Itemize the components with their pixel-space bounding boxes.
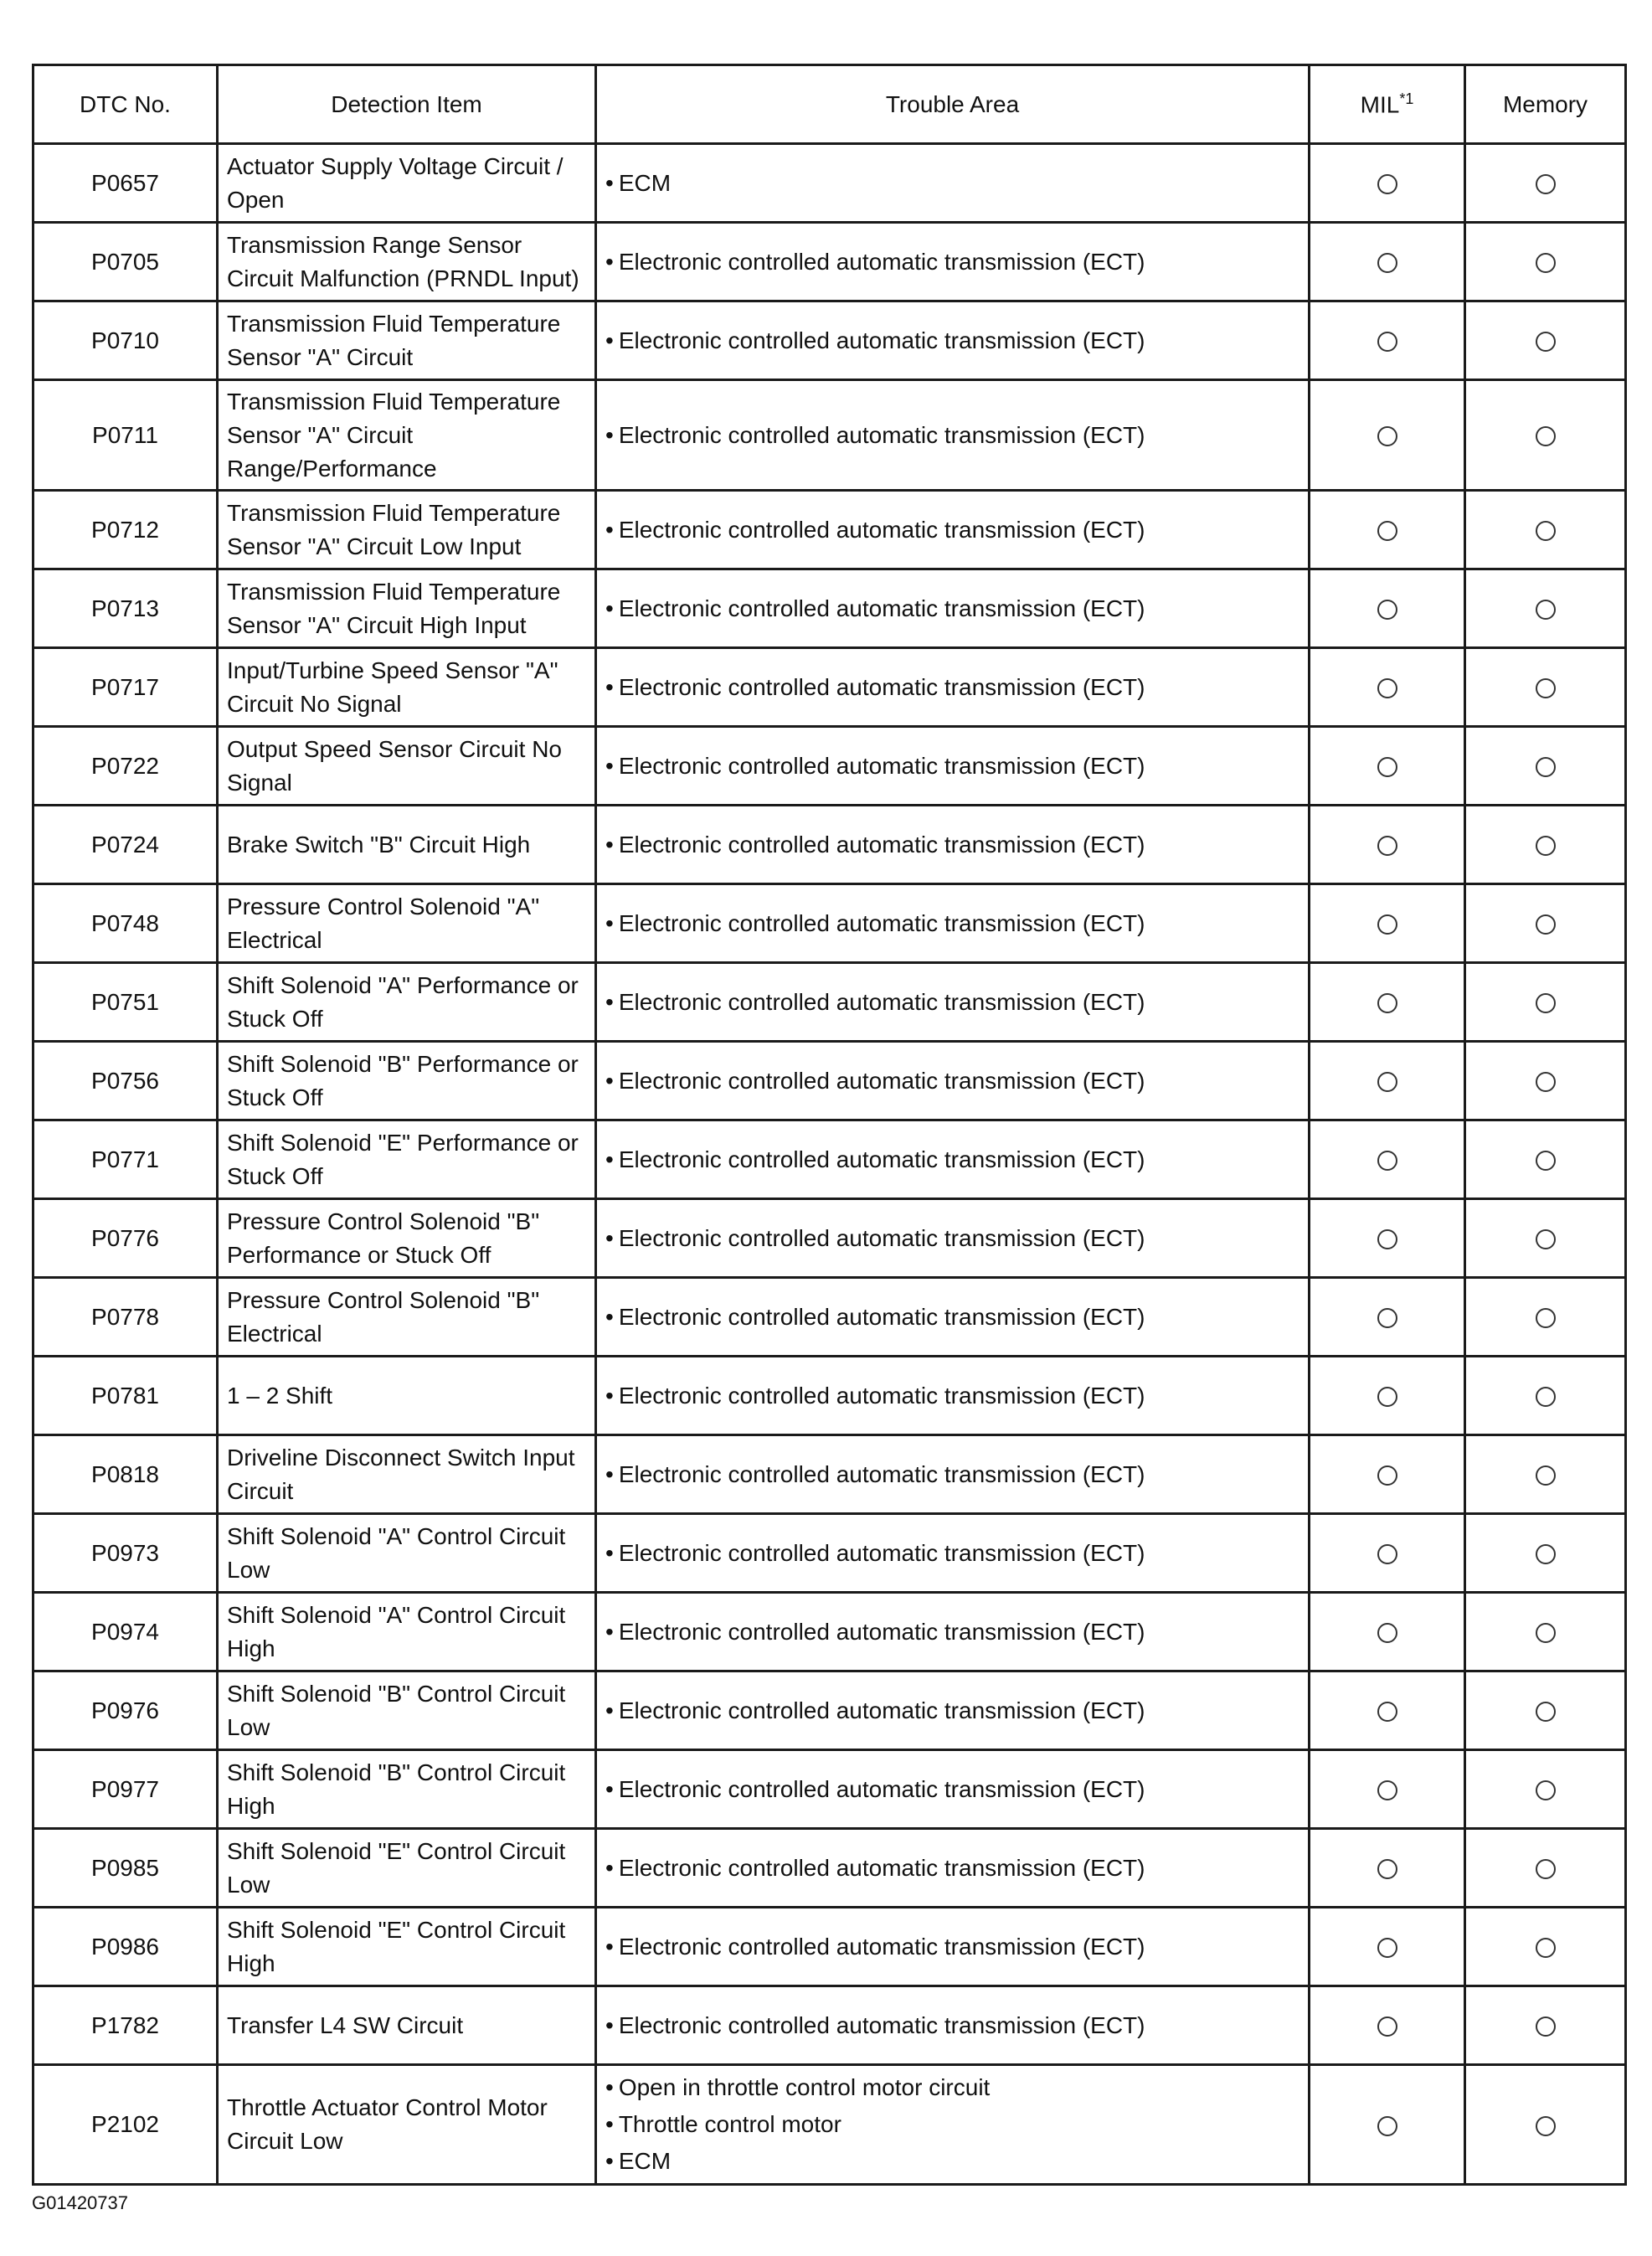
- bullet-icon: •: [605, 1854, 614, 1881]
- dtc-code: P0711: [33, 380, 218, 491]
- circle-icon: [1377, 836, 1397, 856]
- memory-cell: [1465, 569, 1626, 648]
- trouble-area-line: [605, 669, 1299, 706]
- detection-item: Brake Switch "B" Circuit High: [218, 806, 596, 884]
- trouble-area: [596, 569, 1310, 648]
- detection-item: Input/Turbine Speed Sensor "A" Circuit No Signal: [218, 648, 596, 727]
- trouble-area-text: Electronic controlled automatic transmission (ECT): [618, 421, 1145, 448]
- circle-icon: [1536, 1387, 1556, 1407]
- bullet-icon: •: [605, 1618, 614, 1645]
- circle-icon: [1536, 836, 1556, 856]
- circle-icon: [1377, 1859, 1397, 1879]
- mil-cell: [1310, 1042, 1465, 1120]
- dtc-table: [32, 64, 1627, 2186]
- circle-icon: [1536, 1544, 1556, 1564]
- trouble-area: [596, 884, 1310, 963]
- mil-cell: [1310, 1908, 1465, 1986]
- dtc-code: P0977: [33, 1750, 218, 1829]
- trouble-area-text: Electronic controlled automatic transmission (ECT): [618, 1146, 1145, 1172]
- circle-icon: [1536, 757, 1556, 777]
- circle-icon: [1536, 600, 1556, 620]
- memory-cell: [1465, 1593, 1626, 1671]
- circle-icon: [1377, 174, 1397, 194]
- detection-item: Actuator Supply Voltage Circuit / Open: [218, 144, 596, 223]
- circle-icon: [1536, 174, 1556, 194]
- trouble-area: [596, 1042, 1310, 1120]
- circle-icon: [1536, 1072, 1556, 1092]
- circle-icon: [1377, 1702, 1397, 1722]
- memory-cell: [1465, 963, 1626, 1042]
- trouble-area-line: [605, 417, 1299, 454]
- circle-icon: [1536, 993, 1556, 1013]
- trouble-area-line: [605, 512, 1299, 549]
- trouble-area-line: [605, 2106, 1299, 2143]
- circle-icon: [1536, 678, 1556, 698]
- memory-cell: [1465, 491, 1626, 569]
- mil-cell: [1310, 963, 1465, 1042]
- mil-cell: [1310, 806, 1465, 884]
- trouble-area-line: [605, 2007, 1299, 2044]
- mil-cell: [1310, 1829, 1465, 1908]
- mil-cell: [1310, 223, 1465, 301]
- table-row: [33, 648, 1626, 727]
- dtc-code: P0818: [33, 1435, 218, 1514]
- bullet-icon: •: [605, 595, 614, 621]
- trouble-area-text: Electronic controlled automatic transmission (ECT): [618, 1539, 1145, 1566]
- mil-cell: [1310, 1120, 1465, 1199]
- mil-cell: [1310, 569, 1465, 648]
- trouble-area: [596, 1986, 1310, 2065]
- bullet-icon: •: [605, 673, 614, 700]
- detection-item: Shift Solenoid "E" Control Circuit Low: [218, 1829, 596, 1908]
- trouble-area-line: [605, 1929, 1299, 1965]
- detection-item: Transmission Fluid Temperature Sensor "A" Circuit: [218, 301, 596, 380]
- mil-cell: [1310, 1750, 1465, 1829]
- trouble-area: [596, 1199, 1310, 1278]
- circle-icon: [1377, 678, 1397, 698]
- trouble-area-line: [605, 1456, 1299, 1493]
- circle-icon: [1536, 1938, 1556, 1958]
- trouble-area-text: Electronic controlled automatic transmission (ECT): [618, 2011, 1145, 2038]
- circle-icon: [1536, 1229, 1556, 1249]
- bullet-icon: •: [605, 1303, 614, 1330]
- trouble-area-text: Open in throttle control motor circuit: [618, 2074, 991, 2100]
- trouble-area-text: Electronic controlled automatic transmission (ECT): [618, 516, 1145, 543]
- dtc-code: P0986: [33, 1908, 218, 1986]
- trouble-area-text: Electronic controlled automatic transmission (ECT): [618, 1382, 1145, 1409]
- detection-item: Shift Solenoid "A" Performance or Stuck Off: [218, 963, 596, 1042]
- trouble-area-text: Electronic controlled automatic transmission (ECT): [618, 1460, 1145, 1487]
- circle-icon: [1377, 600, 1397, 620]
- trouble-area: [596, 1908, 1310, 1986]
- trouble-area: [596, 491, 1310, 569]
- table-row: [33, 1514, 1626, 1593]
- memory-cell: [1465, 1750, 1626, 1829]
- trouble-area-text: ECM: [618, 2148, 672, 2174]
- trouble-area-line: [605, 590, 1299, 627]
- trouble-area-line: [605, 165, 1299, 202]
- trouble-area-line: [605, 1141, 1299, 1178]
- memory-cell: [1465, 1671, 1626, 1750]
- dtc-code: P0751: [33, 963, 218, 1042]
- circle-icon: [1377, 253, 1397, 273]
- memory-cell: [1465, 1514, 1626, 1593]
- memory-cell: [1465, 1199, 1626, 1278]
- dtc-code: P2102: [33, 2065, 218, 2185]
- circle-icon: [1536, 1623, 1556, 1643]
- circle-icon: [1536, 521, 1556, 541]
- trouble-area-line: [605, 1692, 1299, 1729]
- dtc-code: P0748: [33, 884, 218, 963]
- detection-item: Shift Solenoid "B" Control Circuit High: [218, 1750, 596, 1829]
- trouble-area-line: [605, 984, 1299, 1021]
- mil-cell: [1310, 1357, 1465, 1435]
- bullet-icon: •: [605, 2074, 614, 2100]
- detection-item: Pressure Control Solenoid "A" Electrical: [218, 884, 596, 963]
- memory-cell: [1465, 2065, 1626, 2185]
- circle-icon: [1377, 1780, 1397, 1800]
- memory-cell: [1465, 144, 1626, 223]
- circle-icon: [1536, 332, 1556, 352]
- bullet-icon: •: [605, 327, 614, 353]
- trouble-area: [596, 1278, 1310, 1357]
- detection-item: Pressure Control Solenoid "B" Performance or Stuck Off: [218, 1199, 596, 1278]
- header-dtc-no: DTC No.: [33, 65, 218, 144]
- dtc-code: P1782: [33, 1986, 218, 2065]
- bullet-icon: •: [605, 909, 614, 936]
- dtc-code: P0712: [33, 491, 218, 569]
- circle-icon: [1536, 1780, 1556, 1800]
- mil-cell: [1310, 648, 1465, 727]
- memory-cell: [1465, 1435, 1626, 1514]
- trouble-area-line: [605, 1378, 1299, 1414]
- dtc-code: P0771: [33, 1120, 218, 1199]
- table-row: [33, 884, 1626, 963]
- trouble-area-line: [605, 1850, 1299, 1887]
- detection-item: Shift Solenoid "A" Control Circuit High: [218, 1593, 596, 1671]
- circle-icon: [1377, 1072, 1397, 1092]
- mil-cell: [1310, 1199, 1465, 1278]
- memory-cell: [1465, 1357, 1626, 1435]
- trouble-area-text: Electronic controlled automatic transmission (ECT): [618, 1697, 1145, 1723]
- mil-cell: [1310, 2065, 1465, 2185]
- trouble-area-text: ECM: [618, 169, 672, 196]
- trouble-area-line: [605, 2069, 1299, 2106]
- memory-cell: [1465, 1120, 1626, 1199]
- memory-cell: [1465, 1278, 1626, 1357]
- bullet-icon: •: [605, 1224, 614, 1251]
- mil-cell: [1310, 727, 1465, 806]
- detection-item: Transmission Fluid Temperature Sensor "A" Circuit Range/Performance: [218, 380, 596, 491]
- mil-cell: [1310, 301, 1465, 380]
- table-row: [33, 2065, 1626, 2185]
- dtc-code: P0713: [33, 569, 218, 648]
- trouble-area: [596, 1514, 1310, 1593]
- trouble-area: [596, 301, 1310, 380]
- table-row: [33, 1986, 1626, 2065]
- circle-icon: [1377, 1938, 1397, 1958]
- detection-item: Transmission Fluid Temperature Sensor "A" Circuit High Input: [218, 569, 596, 648]
- circle-icon: [1377, 1151, 1397, 1171]
- trouble-area: [596, 223, 1310, 301]
- circle-icon: [1377, 993, 1397, 1013]
- trouble-area: [596, 648, 1310, 727]
- header-trouble-area: Trouble Area: [596, 65, 1310, 144]
- trouble-area-text: Electronic controlled automatic transmission (ECT): [618, 248, 1145, 275]
- trouble-area-text: Electronic controlled automatic transmission (ECT): [618, 1618, 1145, 1645]
- table-row: [33, 1671, 1626, 1750]
- header-mil-footnote-mark: *1: [1399, 90, 1414, 107]
- bullet-icon: •: [605, 1460, 614, 1487]
- dtc-code: P0724: [33, 806, 218, 884]
- trouble-area: [596, 806, 1310, 884]
- bullet-icon: •: [605, 1933, 614, 1960]
- table-row: [33, 963, 1626, 1042]
- table-row: [33, 1829, 1626, 1908]
- table-row: [33, 301, 1626, 380]
- detection-item: Shift Solenoid "B" Performance or Stuck Off: [218, 1042, 596, 1120]
- table-body: [33, 144, 1626, 2185]
- circle-icon: [1536, 1859, 1556, 1879]
- trouble-area-line: [605, 748, 1299, 785]
- dtc-code: P0710: [33, 301, 218, 380]
- table-row: [33, 1199, 1626, 1278]
- circle-icon: [1536, 2016, 1556, 2037]
- circle-icon: [1377, 757, 1397, 777]
- dtc-code: P0705: [33, 223, 218, 301]
- trouble-area-text: Electronic controlled automatic transmission (ECT): [618, 1067, 1145, 1094]
- bullet-icon: •: [605, 248, 614, 275]
- circle-icon: [1377, 521, 1397, 541]
- circle-icon: [1377, 2116, 1397, 2136]
- table-row: [33, 569, 1626, 648]
- trouble-area-text: Throttle control motor: [618, 2111, 841, 2137]
- dtc-code: P0776: [33, 1199, 218, 1278]
- circle-icon: [1377, 914, 1397, 935]
- trouble-area-text: Electronic controlled automatic transmission (ECT): [618, 1775, 1145, 1802]
- trouble-area-text: Electronic controlled automatic transmission (ECT): [618, 1224, 1145, 1251]
- bullet-icon: •: [605, 831, 614, 858]
- trouble-area: [596, 2065, 1310, 2185]
- memory-cell: [1465, 806, 1626, 884]
- figure-id: G01420737: [32, 2192, 128, 2213]
- bullet-icon: •: [605, 169, 614, 196]
- dtc-code: P0974: [33, 1593, 218, 1671]
- mil-cell: [1310, 1593, 1465, 1671]
- trouble-area-line: [605, 1535, 1299, 1572]
- trouble-area-line: [605, 2143, 1299, 2180]
- trouble-area: [596, 380, 1310, 491]
- dtc-code: P0985: [33, 1829, 218, 1908]
- detection-item: Transmission Range Sensor Circuit Malfunction (PRNDL Input): [218, 223, 596, 301]
- trouble-area-line: [605, 905, 1299, 942]
- trouble-area: [596, 1120, 1310, 1199]
- bullet-icon: •: [605, 752, 614, 779]
- trouble-area: [596, 1671, 1310, 1750]
- dtc-table-wrapper: [32, 64, 1624, 2186]
- memory-cell: [1465, 884, 1626, 963]
- circle-icon: [1377, 2016, 1397, 2037]
- circle-icon: [1377, 1623, 1397, 1643]
- detection-item: Throttle Actuator Control Motor Circuit Low: [218, 2065, 596, 2185]
- dtc-code: P0973: [33, 1514, 218, 1593]
- circle-icon: [1377, 332, 1397, 352]
- memory-cell: [1465, 1908, 1626, 1986]
- mil-cell: [1310, 1671, 1465, 1750]
- table-row: [33, 1593, 1626, 1671]
- trouble-area-line: [605, 244, 1299, 281]
- bullet-icon: •: [605, 1775, 614, 1802]
- detection-item: Shift Solenoid "A" Control Circuit Low: [218, 1514, 596, 1593]
- mil-cell: [1310, 1435, 1465, 1514]
- circle-icon: [1377, 1229, 1397, 1249]
- detection-item: Output Speed Sensor Circuit No Signal: [218, 727, 596, 806]
- trouble-area-text: Electronic controlled automatic transmission (ECT): [618, 752, 1145, 779]
- memory-cell: [1465, 1042, 1626, 1120]
- detection-item: Transmission Fluid Temperature Sensor "A" Circuit Low Input: [218, 491, 596, 569]
- circle-icon: [1536, 1151, 1556, 1171]
- memory-cell: [1465, 1829, 1626, 1908]
- circle-icon: [1536, 1308, 1556, 1328]
- memory-cell: [1465, 380, 1626, 491]
- bullet-icon: •: [605, 1146, 614, 1172]
- header-detection-item: Detection Item: [218, 65, 596, 144]
- bullet-icon: •: [605, 988, 614, 1015]
- circle-icon: [1536, 914, 1556, 935]
- circle-icon: [1536, 426, 1556, 446]
- circle-icon: [1536, 1465, 1556, 1486]
- table-row: [33, 1908, 1626, 1986]
- trouble-area-line: [605, 1771, 1299, 1808]
- circle-icon: [1536, 253, 1556, 273]
- detection-item: Shift Solenoid "E" Performance or Stuck Off: [218, 1120, 596, 1199]
- detection-item: 1 – 2 Shift: [218, 1357, 596, 1435]
- trouble-area: [596, 963, 1310, 1042]
- dtc-code: P0756: [33, 1042, 218, 1120]
- mil-cell: [1310, 491, 1465, 569]
- trouble-area: [596, 144, 1310, 223]
- table-row: [33, 1357, 1626, 1435]
- trouble-area: [596, 1829, 1310, 1908]
- circle-icon: [1377, 1465, 1397, 1486]
- mil-cell: [1310, 1278, 1465, 1357]
- memory-cell: [1465, 301, 1626, 380]
- table-row: [33, 491, 1626, 569]
- dtc-code: P0781: [33, 1357, 218, 1435]
- circle-icon: [1377, 1544, 1397, 1564]
- dtc-code: P0722: [33, 727, 218, 806]
- header-memory: Memory: [1465, 65, 1626, 144]
- table-row: [33, 144, 1626, 223]
- bullet-icon: •: [605, 516, 614, 543]
- bullet-icon: •: [605, 2111, 614, 2137]
- header-row: [33, 65, 1626, 144]
- dtc-code: P0657: [33, 144, 218, 223]
- dtc-code: P0717: [33, 648, 218, 727]
- mil-cell: [1310, 884, 1465, 963]
- bullet-icon: •: [605, 2011, 614, 2038]
- header-mil-label: MIL: [1360, 91, 1400, 118]
- circle-icon: [1536, 2116, 1556, 2136]
- trouble-area: [596, 727, 1310, 806]
- detection-item: Transfer L4 SW Circuit: [218, 1986, 596, 2065]
- bullet-icon: •: [605, 1697, 614, 1723]
- bullet-icon: •: [605, 1067, 614, 1094]
- trouble-area-text: Electronic controlled automatic transmission (ECT): [618, 1854, 1145, 1881]
- table-row: [33, 806, 1626, 884]
- memory-cell: [1465, 1986, 1626, 2065]
- trouble-area: [596, 1593, 1310, 1671]
- circle-icon: [1377, 426, 1397, 446]
- bullet-icon: •: [605, 421, 614, 448]
- mil-cell: [1310, 1986, 1465, 2065]
- trouble-area-text: Electronic controlled automatic transmission (ECT): [618, 988, 1145, 1015]
- trouble-area-line: [605, 1063, 1299, 1100]
- trouble-area-line: [605, 827, 1299, 863]
- trouble-area-line: [605, 1614, 1299, 1651]
- table-row: [33, 223, 1626, 301]
- trouble-area: [596, 1435, 1310, 1514]
- dtc-code: P0976: [33, 1671, 218, 1750]
- trouble-area-text: Electronic controlled automatic transmission (ECT): [618, 595, 1145, 621]
- bullet-icon: •: [605, 1382, 614, 1409]
- header-mil: [1310, 65, 1465, 144]
- memory-cell: [1465, 223, 1626, 301]
- trouble-area-line: [605, 1220, 1299, 1257]
- table-row: [33, 727, 1626, 806]
- table-row: [33, 1042, 1626, 1120]
- table-row: [33, 380, 1626, 491]
- dtc-code: P0778: [33, 1278, 218, 1357]
- trouble-area: [596, 1357, 1310, 1435]
- trouble-area-text: Electronic controlled automatic transmission (ECT): [618, 327, 1145, 353]
- mil-cell: [1310, 380, 1465, 491]
- table-row: [33, 1120, 1626, 1199]
- mil-cell: [1310, 1514, 1465, 1593]
- trouble-area: [596, 1750, 1310, 1829]
- bullet-icon: •: [605, 1539, 614, 1566]
- table-row: [33, 1278, 1626, 1357]
- trouble-area-line: [605, 322, 1299, 359]
- circle-icon: [1536, 1702, 1556, 1722]
- trouble-area-text: Electronic controlled automatic transmission (ECT): [618, 1933, 1145, 1960]
- detection-item: Shift Solenoid "B" Control Circuit Low: [218, 1671, 596, 1750]
- trouble-area-text: Electronic controlled automatic transmission (ECT): [618, 909, 1145, 936]
- trouble-area-text: Electronic controlled automatic transmission (ECT): [618, 673, 1145, 700]
- table-row: [33, 1750, 1626, 1829]
- circle-icon: [1377, 1308, 1397, 1328]
- memory-cell: [1465, 727, 1626, 806]
- trouble-area-text: Electronic controlled automatic transmission (ECT): [618, 1303, 1145, 1330]
- detection-item: Shift Solenoid "E" Control Circuit High: [218, 1908, 596, 1986]
- memory-cell: [1465, 648, 1626, 727]
- trouble-area-text: Electronic controlled automatic transmission (ECT): [618, 831, 1145, 858]
- mil-cell: [1310, 144, 1465, 223]
- circle-icon: [1377, 1387, 1397, 1407]
- detection-item: Driveline Disconnect Switch Input Circuit: [218, 1435, 596, 1514]
- bullet-icon: •: [605, 2148, 614, 2174]
- trouble-area-line: [605, 1299, 1299, 1336]
- detection-item: Pressure Control Solenoid "B" Electrical: [218, 1278, 596, 1357]
- table-row: [33, 1435, 1626, 1514]
